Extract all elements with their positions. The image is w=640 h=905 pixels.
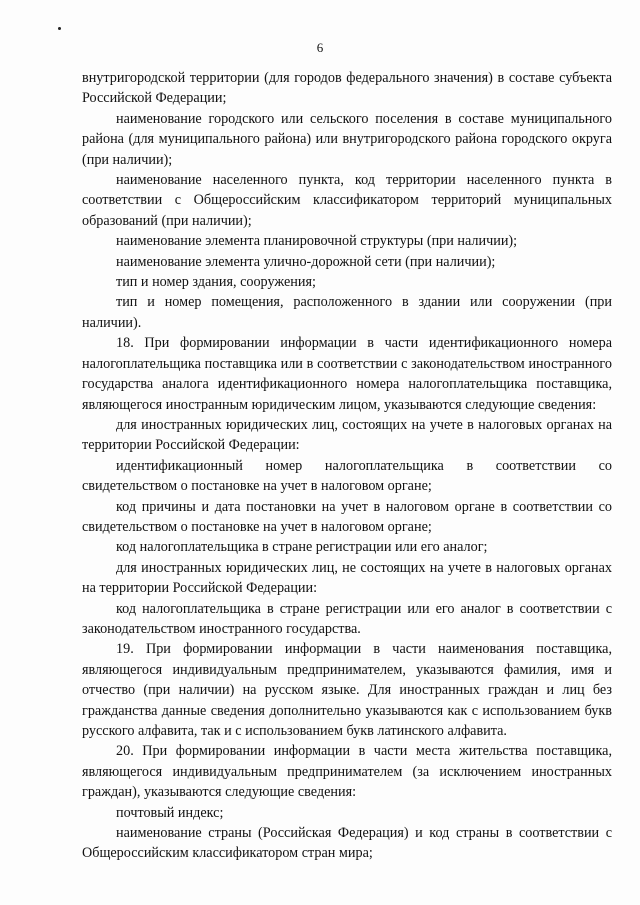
paragraph: для иностранных юридических лиц, не состоящих на учете в налоговых органах на территории Российской Федерации: (82, 559, 612, 597)
paragraph: наименование населенного пункта, код территории населенного пункта в соответствии с Общероссийским классификатором территорий муниципальных образований (при наличии); (82, 172, 612, 229)
paragraph: 18. При формировании информации в части идентификационного номера налогоплательщика поставщика или в соответствии с законодательством иностранного государства аналога идентификационного номера налогоплательщика поставщика, являющегося иностранным юридическим лицом, указываются следующие сведения: (82, 335, 612, 413)
paragraph: 20. При формировании информации в части места жительства поставщика, являющегося индивидуальным предпринимателем (за исключением иностранных граждан), указываются следующие сведения: (82, 743, 612, 801)
scan-speck (58, 27, 61, 30)
document-body (82, 68, 612, 864)
paragraph: для иностранных юридических лиц, состоящих на учете в налоговых органах на территории Российской Федерации: (82, 416, 612, 454)
paragraph: наименование городского или сельского поселения в составе муниципального района (для муниципального района) или внутригородского района городского округа (при наличии); (82, 110, 612, 168)
paragraph: внутригородской территории (для городов федерального значения) в составе субъекта Российской Федерации; (82, 70, 612, 107)
paragraph: 19. При формировании информации в части наименования поставщика, являющегося индивидуальным предпринимателем, указываются фамилия, имя и отчество (при наличии) на русском языке. Для иностранных граждан и лиц без гражданства данные сведения дополнительно указываются как с использованием букв русского алфавита, так и с использованием букв латинского алфавита. (82, 641, 612, 739)
paragraph: наименование элемента улично-дорожной сети (при наличии); (116, 253, 496, 270)
paragraph: наименование страны (Российская Федерация) и код страны в соответствии с Общероссийским классификатором стран мира; (82, 825, 612, 862)
paragraph: тип и номер здания, сооружения; (116, 274, 316, 291)
paragraph: тип и номер помещения, расположенного в здании или сооружении (при наличии). (82, 294, 612, 331)
paragraph: код причины и дата постановки на учет в налоговом органе в соответствии со свидетельством о постановке на учет в налоговом органе; (82, 498, 612, 535)
page-number: 6 (316, 40, 324, 55)
paragraph: код налогоплательщика в стране регистрации или его аналог в соответствии с законодательством иностранного государства. (82, 600, 612, 637)
paragraph: идентификационный номер налогоплательщика в соответствии со свидетельством о постановке на учет в налоговом органе; (82, 457, 612, 495)
paragraph: почтовый индекс; (116, 804, 224, 821)
paragraph: наименование элемента планировочной структуры (при наличии); (116, 233, 518, 250)
paragraph: код налогоплательщика в стране регистрации или его аналог; (116, 539, 488, 556)
